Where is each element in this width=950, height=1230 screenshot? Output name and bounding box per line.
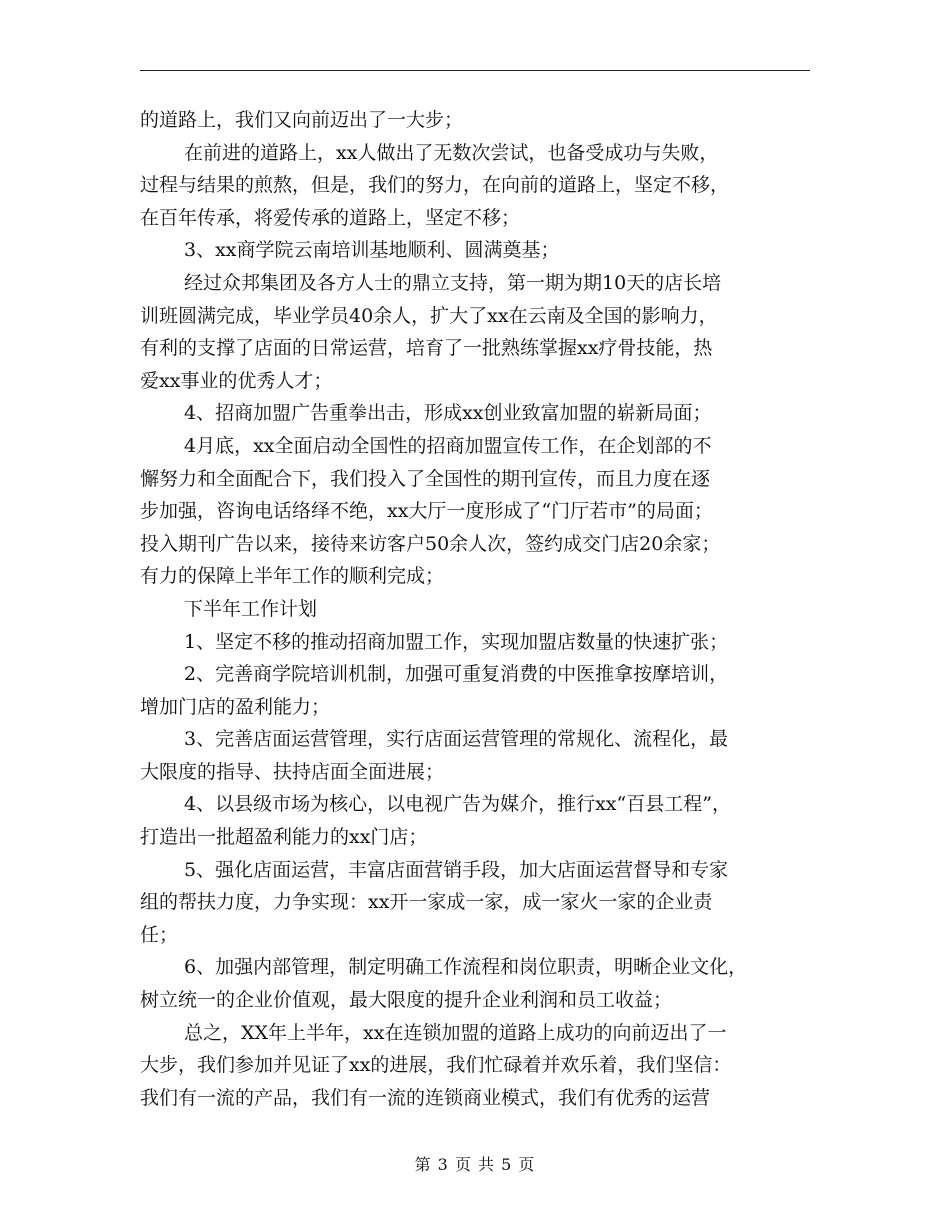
text-line: 步加强，咨询电话络绎不绝，xx大厅一度形成了“门厅若市”的局面； — [140, 500, 713, 523]
text-line: 大限度的指导、扶持店面全面进展； — [140, 760, 445, 783]
text-line: 组的帮扶力度，力争实现：xx开一家成一家，成一家火一家的企业责 — [140, 891, 713, 914]
text-line: 4、招商加盟广告重拳出击，形成xx创业致富加盟的崭新局面； — [184, 402, 712, 425]
text-line: 打造出一批超盈利能力的xx门店； — [140, 826, 428, 849]
text-line: 我们有一流的产品，我们有一流的连锁商业模式，我们有优秀的运营 — [140, 1086, 711, 1109]
text-line: 6、加强内部管理，制定明确工作流程和岗位职责，明晰企业文化， — [184, 956, 748, 979]
text-line: 1、坚定不移的推动招商加盟工作，实现加盟店数量的快速扩张； — [184, 630, 729, 653]
text-line: 的道路上，我们又向前迈出了一大步； — [140, 109, 464, 131]
page-footer: 第 3 页 共 5 页 — [414, 1155, 536, 1174]
text-line: 下半年工作计划 — [184, 597, 318, 620]
text-line: 有利的支撑了店面的日常运营，培育了一批熟练掌握xx疗骨技能，热 — [140, 337, 713, 360]
text-line: 过程与结果的煎熬，但是，我们的努力，在向前的道路上，坚定不移， — [140, 174, 730, 197]
text-line: 投入期刊广告以来，接待来访客户50余人次，签约成交门店20余家； — [140, 532, 721, 555]
text-line: 任； — [140, 923, 179, 946]
text-line: 5、强化店面运营，丰富店面营销手段，加大店面运营督导和专家 — [184, 858, 729, 881]
text-line: 爱xx事业的优秀人才； — [140, 369, 333, 392]
text-line: 总之，XX年上半年，xx在连锁加盟的道路上成功的向前迈出了一 — [184, 1021, 727, 1044]
text-line: 4月底，xx全面启动全国性的招商加盟宣传工作，在企划部的不 — [184, 434, 712, 457]
text-line: 增加门店的盈利能力； — [140, 695, 331, 718]
text-line: 4、以县级市场为核心，以电视广告为媒介，推行xx“百县工程”， — [184, 793, 731, 816]
text-line: 3、完善店面运营管理，实行店面运营管理的常规化、流程化，最 — [184, 728, 729, 751]
text-line: 训班圆满完成，毕业学员40余人，扩大了xx在云南及全国的影响力， — [140, 304, 718, 327]
text-line: 经过众邦集团及各方人士的鼎立支持，第一期为期10天的店长培 — [184, 271, 722, 294]
text-line: 懈努力和全面配合下，我们投入了全国性的期刊宣传，而且力度在逐 — [140, 467, 711, 490]
header-rule — [140, 70, 810, 71]
document-body — [140, 104, 820, 1114]
text-line: 2、完善商学院培训机制，加强可重复消费的中医推拿按摩培训， — [184, 663, 729, 686]
text-line: 在百年传承，将爱传承的道路上，坚定不移； — [140, 206, 521, 229]
text-line: 树立统一的企业价值观，最大限度的提升企业利润和员工收益； — [140, 989, 673, 1012]
text-line: 大步，我们参加并见证了xx的进展，我们忙碌着并欢乐着，我们坚信： — [140, 1054, 732, 1077]
text-line: 在前进的道路上，xx人做出了无数次尝试，也备受成功与失败， — [184, 141, 719, 164]
text-line: 有力的保障上半年工作的顺利完成； — [140, 565, 445, 588]
text-line: 3、xx商学院云南培训基地顺利、圆满奠基； — [184, 239, 560, 262]
